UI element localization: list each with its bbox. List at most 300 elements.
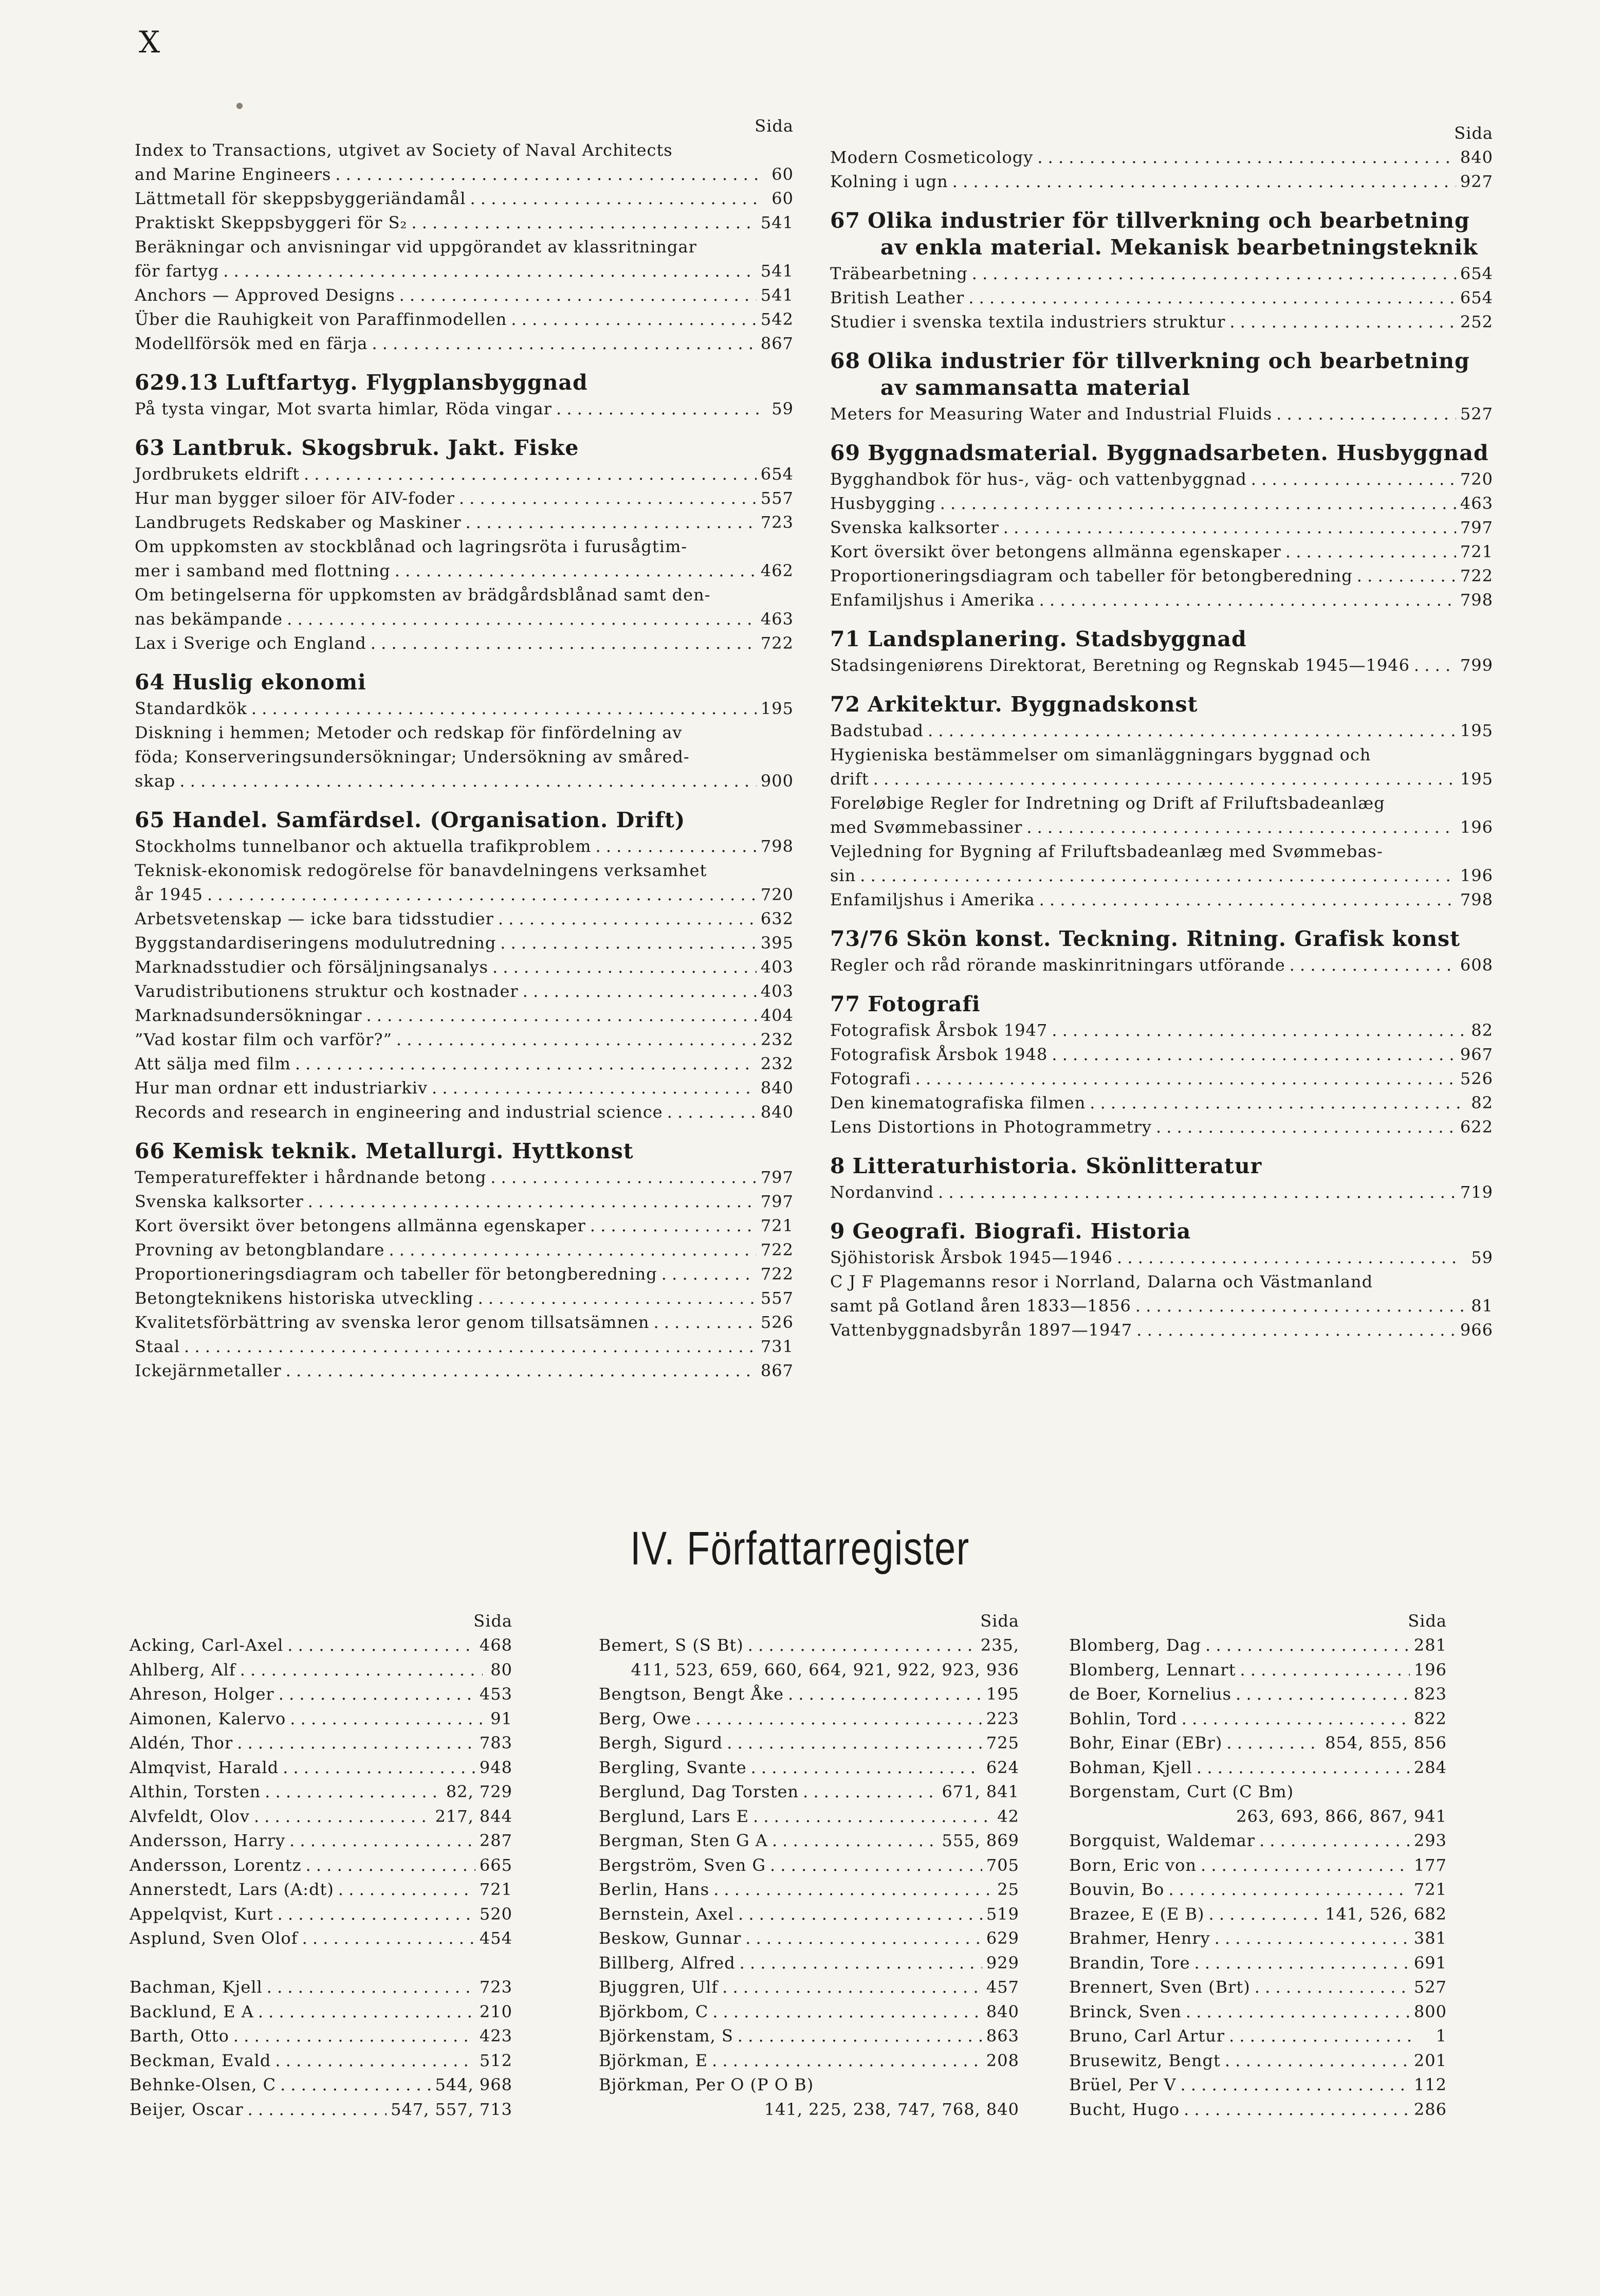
entry-page: 196: [1413, 1660, 1447, 1680]
entry-title: mer i samband med flottning: [135, 561, 391, 580]
leader-dots: [727, 1731, 982, 1756]
entry: [1069, 2073, 1447, 2098]
section-title: Lantbruk. Skogsbruk. Jakt. Fiske: [172, 435, 579, 460]
entry-title: Bergström, Sven G: [599, 1855, 766, 1875]
entry-page: 840: [986, 2001, 1019, 2021]
leader-dots: [595, 834, 756, 859]
section-title: Fotografi: [868, 992, 981, 1016]
entry-title: Badstubad: [830, 721, 924, 740]
leader-dots: [492, 955, 757, 979]
entry-page: 195: [760, 699, 794, 718]
leader-dots: [968, 286, 1456, 310]
entry-title: Bruno, Carl Artur: [1069, 2026, 1225, 2046]
leader-dots: [280, 2073, 431, 2098]
leader-dots: [1168, 1878, 1409, 1902]
entry: [1069, 1878, 1447, 1902]
entry-page: 721: [760, 1216, 794, 1235]
entry-title: Appelqvist, Kurt: [130, 1904, 273, 1924]
leader-dots: [1194, 1951, 1410, 1976]
entry-page: 555, 869: [942, 1831, 1019, 1850]
leader-dots: [972, 262, 1456, 286]
section-number: 66: [135, 1139, 165, 1163]
entry-page: 112: [1413, 2075, 1447, 2094]
entry: [830, 767, 1493, 791]
section-number: 68: [830, 349, 861, 373]
entry: [130, 1926, 512, 1951]
sida-label: Sida: [1454, 123, 1493, 143]
entry-page: 731: [760, 1337, 794, 1356]
entry-text: Om betingelserna för uppkomsten av brädgårdsblånad samt den-: [135, 585, 711, 605]
entry-page: 81: [1471, 1296, 1493, 1316]
entry: [135, 1238, 794, 1262]
register-column-3: [1069, 1609, 1447, 2122]
entry-title: Berglund, Lars E: [599, 1806, 749, 1826]
leader-dots: [1037, 145, 1456, 170]
entry-page: 608: [1460, 955, 1493, 975]
leader-dots: [466, 511, 757, 535]
entry-page: 520: [479, 1904, 512, 1924]
entry-title: samt på Gotland åren 1833—1856: [830, 1296, 1131, 1316]
entry-title: Brusewitz, Bengt: [1069, 2050, 1221, 2070]
entry: [830, 310, 1493, 334]
leader-dots: [751, 1756, 982, 1780]
entry-title: Records and research in engineering and industrial science: [135, 1102, 663, 1122]
entry: [599, 1707, 1019, 1732]
leader-dots: [712, 2049, 982, 2073]
register-column-2: [599, 1609, 1019, 2122]
leader-dots: [1052, 1018, 1463, 1043]
entry: [130, 1633, 512, 1658]
entry-title: Über die Rauhigkeit von Paraffinmodellen: [135, 309, 507, 329]
section-number: 65: [135, 808, 165, 832]
section-heading: [135, 669, 794, 696]
entry-title: Bjuggren, Ulf: [599, 1977, 719, 1997]
entry: [130, 1731, 512, 1756]
leader-dots: [952, 170, 1456, 194]
entry-page: 42: [997, 1806, 1019, 1826]
leader-dots: [1209, 1902, 1321, 1927]
entry: [599, 1926, 1019, 1951]
entry-title: drift: [830, 769, 869, 789]
entry: [599, 1902, 1019, 1927]
leader-dots: [1236, 1682, 1410, 1707]
entry-page: 423: [479, 2026, 512, 2046]
entry-text: Index to Transactions, utgivet av Society of Naval Architects: [135, 140, 673, 160]
entry: [830, 588, 1493, 612]
entry-page: 232: [760, 1054, 794, 1073]
entry-title: Bohman, Kjell: [1069, 1757, 1192, 1777]
entry: [599, 1975, 1019, 2000]
leader-dots: [389, 1238, 756, 1262]
leader-dots: [722, 1975, 982, 2000]
entry-text: Borgenstam, Curt (C Bm): [1069, 1782, 1294, 1801]
entry: [830, 719, 1493, 743]
entry-title: Arbetsvetenskap — icke bara tidsstudier: [135, 909, 494, 928]
entry-title: Husbygging: [830, 494, 936, 513]
entry-title: Meters for Measuring Water and Industrial Fluids: [830, 404, 1273, 424]
entry-title: Temperatureffekter i hårdnande betong: [135, 1168, 487, 1187]
leader-dots: [713, 1878, 989, 1902]
entry-text: Om uppkomsten av stockblånad och lagringsröta i furusågtim-: [135, 537, 688, 556]
entry-page: 541: [760, 261, 794, 281]
entry-title: Behnke-Olsen, C: [130, 2075, 277, 2094]
entry-title: skap: [135, 771, 176, 791]
leader-dots: [459, 486, 757, 511]
entry-title: Bergh, Sigurd: [599, 1733, 723, 1753]
entry: [135, 162, 794, 187]
entry-page: 720: [760, 885, 794, 904]
entry-title: Bergling, Svante: [599, 1757, 747, 1777]
entry-title: Blomberg, Dag: [1069, 1635, 1202, 1655]
sida-label: Sida: [755, 116, 794, 136]
leader-dots: [915, 1067, 1456, 1091]
entry: [130, 2098, 512, 2122]
section-title: Kemisk teknik. Metallurgi. Hyttkonst: [172, 1139, 634, 1163]
entry-title: Brinck, Sven: [1069, 2001, 1182, 2021]
section-heading: [830, 925, 1493, 952]
leader-dots: [1039, 588, 1456, 612]
entry: [135, 1190, 794, 1214]
entry-title: Aldén, Thor: [130, 1733, 233, 1753]
leader-dots: [695, 1707, 982, 1732]
leader-dots: [1251, 467, 1456, 491]
leader-dots: [740, 1951, 982, 1976]
entry: [1069, 1902, 1447, 1927]
entry-text: Foreløbige Regler for Indretning og Drift af Friluftsbadeanlæg: [830, 793, 1385, 813]
leader-dots: [223, 259, 757, 283]
entry-title: Beskow, Gunnar: [599, 1928, 742, 1948]
entry-page: 252: [1460, 312, 1493, 332]
entry-page: 196: [1460, 817, 1493, 837]
entry: [135, 1165, 794, 1190]
leader-dots: [478, 1286, 757, 1310]
leader-dots: [1184, 2098, 1410, 2122]
entry-title: British Leather: [830, 288, 965, 307]
entry: [135, 697, 794, 721]
leader-dots: [470, 187, 764, 211]
entry-page: 1: [1436, 2026, 1447, 2046]
entry: [830, 1294, 1493, 1318]
section-title: Olika industrier för tillverkning och bearbetning: [868, 208, 1470, 233]
entry-title: Berglund, Dag Torsten: [599, 1782, 799, 1801]
entry-page: 232: [760, 1030, 794, 1049]
entry-page: 800: [1413, 2001, 1447, 2021]
entry-title: Jordbrukets eldrift: [135, 464, 300, 484]
entry: [130, 1805, 512, 1829]
entry: [135, 332, 794, 356]
entry-title: Kvalitetsförbättring av svenska leror genom tillsatsämnen: [135, 1313, 650, 1332]
entry-page: 721: [1460, 542, 1493, 561]
entry: [830, 402, 1493, 426]
entry: [830, 1067, 1493, 1091]
leader-dots: [1285, 540, 1456, 564]
entry-page: 512: [479, 2050, 512, 2070]
entry-page: 671, 841: [942, 1782, 1019, 1801]
leader-dots: [938, 1180, 1456, 1205]
leader-dots: [1229, 2024, 1417, 2049]
entry-title: Byggstandardiseringens modulutredning: [135, 933, 496, 953]
section-number: 72: [830, 692, 861, 717]
entry-page: 722: [1460, 566, 1493, 586]
entry: [130, 1975, 512, 2000]
entry-page: 210: [479, 2001, 512, 2021]
leader-dots: [184, 1335, 757, 1359]
entry-title: Kolning i ugn: [830, 172, 948, 191]
entry-page: 654: [760, 464, 794, 484]
sida-label: Sida: [980, 1611, 1019, 1631]
leader-dots: [1182, 1707, 1410, 1732]
leader-dots: [748, 1633, 977, 1658]
entry-title: Kort översikt över betongens allmänna egenskaper: [135, 1216, 586, 1235]
entry: [135, 955, 794, 979]
entry: [135, 1076, 794, 1100]
entry-title: Marknadsstudier och försäljningsanalys: [135, 957, 489, 977]
entry-page: 721: [1413, 1880, 1447, 1899]
entry-page: 59: [771, 399, 794, 418]
entry-page: 797: [1460, 518, 1493, 537]
entry-page: 723: [760, 513, 794, 532]
section-number: 64: [135, 670, 165, 695]
entry-page: 527: [1460, 404, 1493, 424]
leader-dots: [275, 2049, 475, 2073]
entry: [130, 1829, 512, 1853]
leader-dots: [1003, 516, 1456, 540]
leader-dots: [1090, 1091, 1463, 1115]
entry: [830, 286, 1493, 310]
entry: [599, 1633, 1019, 1658]
entry: [135, 907, 794, 931]
entry-page: 381: [1413, 1928, 1447, 1948]
leader-dots: [803, 1780, 937, 1805]
leader-dots: [237, 1731, 475, 1756]
entry-title: Bohr, Einar (EBr): [1069, 1733, 1223, 1753]
entry-title: Fotografisk Årsbok 1947: [830, 1021, 1048, 1040]
entry-title: Sjöhistorisk Årsbok 1945—1946: [830, 1248, 1113, 1267]
entry-page: 195: [986, 1684, 1019, 1704]
entry-title: Regler och råd rörande maskinritningars utförande: [830, 955, 1285, 975]
entry: [1069, 1829, 1447, 1853]
entry-page: 557: [760, 1288, 794, 1308]
entry: [830, 540, 1493, 564]
entry-title: Borgquist, Waldemar: [1069, 1831, 1256, 1850]
entry-page: 404: [760, 1006, 794, 1025]
entry: [135, 883, 794, 907]
entry-page: 82, 729: [446, 1782, 512, 1801]
leader-dots: [1205, 1633, 1410, 1658]
entry-title: Lax i Sverige och England: [135, 633, 366, 653]
entry-page: 557: [760, 488, 794, 508]
entry-page: 453: [479, 1684, 512, 1704]
leader-dots: [290, 1707, 483, 1732]
section-title: Skön konst. Teckning. Ritning. Grafisk konst: [906, 926, 1461, 951]
entry-title: Ahlberg, Alf: [130, 1660, 236, 1680]
entry-title: år 1945: [135, 885, 203, 904]
entry-page: 840: [760, 1078, 794, 1098]
entry-page: 293: [1413, 1831, 1447, 1850]
leader-dots: [278, 1902, 475, 1927]
entry: [130, 1658, 512, 1683]
entry: [130, 1682, 512, 1707]
entry-page: 797: [760, 1168, 794, 1187]
section-heading: [830, 440, 1493, 466]
leader-dots: [308, 1190, 757, 1214]
entry-title: Kort översikt över betongens allmänna egenskaper: [830, 542, 1281, 561]
leader-dots: [207, 883, 757, 907]
entry-page: 900: [760, 771, 794, 791]
entry: [135, 1004, 794, 1028]
entry-text: Diskning i hemmen; Metoder och redskap för finfördelning av: [135, 723, 683, 742]
section-title-line2: av sammansatta material: [880, 375, 1191, 400]
entry-page: 403: [760, 981, 794, 1001]
section-title: Huslig ekonomi: [172, 670, 366, 695]
entry-title: ”Vad kostar film och varför?”: [135, 1030, 392, 1049]
section-heading: [830, 691, 1493, 718]
entry-page: 177: [1413, 1855, 1447, 1875]
entry-title: Berg, Owe: [599, 1708, 692, 1728]
entry: [130, 2073, 512, 2098]
entry-title: Marknadsundersökningar: [135, 1006, 362, 1025]
leader-dots: [1186, 2000, 1410, 2025]
entry-text: Hygieniska bestämmelser om simanläggningars byggnad och: [830, 745, 1371, 764]
entry-page: 60: [771, 189, 794, 208]
entry: [135, 511, 794, 535]
sida-label: Sida: [473, 1611, 512, 1631]
leader-dots: [745, 1926, 982, 1951]
leader-dots: [1414, 653, 1456, 678]
leader-dots: [498, 907, 757, 931]
entry-title: Bergman, Sten G A: [599, 1831, 768, 1850]
entry-page: 403: [760, 957, 794, 977]
entry-title: Studier i svenska textila industriers struktur: [830, 312, 1226, 332]
entry-title: Bemert, S (S Bt): [599, 1635, 744, 1655]
entry-page: 395: [760, 933, 794, 953]
entry: [830, 1043, 1493, 1067]
entry-title: Betongteknikens historiska utveckling: [135, 1288, 474, 1308]
entry: [599, 2024, 1019, 2049]
entry: [830, 145, 1493, 170]
entry-title: Barth, Otto: [130, 2026, 229, 2046]
page-refs: 411, 523, 659, 660, 664, 921, 922, 923, 936: [631, 1660, 1019, 1680]
entry-page: 798: [760, 836, 794, 856]
section-title: Byggnadsmaterial. Byggnadsarbeten. Husbyggnad: [868, 441, 1489, 465]
leader-dots: [661, 1262, 757, 1286]
entry: [130, 2000, 512, 2025]
entry-page: 541: [760, 285, 794, 305]
leader-dots: [366, 1004, 756, 1028]
leader-dots: [1117, 1246, 1463, 1270]
leader-dots: [396, 1028, 757, 1052]
entry-title: Svenska kalksorter: [135, 1192, 304, 1211]
entry-title: Backlund, E A: [130, 2001, 254, 2021]
section-title: Arkitektur. Byggnadskonst: [868, 692, 1198, 717]
entry: [599, 1780, 1019, 1805]
section-number: 9: [830, 1219, 845, 1244]
entry-page: 547, 557, 713: [391, 2099, 512, 2119]
leader-dots: [556, 397, 764, 421]
entry-page: 91: [490, 1708, 512, 1728]
entry-title: Beijer, Oscar: [130, 2099, 244, 2119]
entry-title: Proportioneringsdiagram och tabeller för betongberedning: [830, 566, 1353, 586]
section-heading: [135, 807, 794, 833]
right-column: [830, 121, 1493, 1342]
entry-page: 854, 855, 856: [1325, 1733, 1447, 1753]
entry-title: Fotografi: [830, 1069, 911, 1088]
entry-page: 463: [760, 609, 794, 629]
entry-page: 59: [1471, 1248, 1493, 1267]
leader-dots: [306, 1853, 475, 1878]
entry-title: Brüel, Per V: [1069, 2075, 1176, 2094]
entry-page: 722: [760, 633, 794, 653]
entry-page: 719: [1460, 1182, 1493, 1202]
entry: [130, 2024, 512, 2049]
entry-page: 196: [1460, 866, 1493, 885]
entry-text: föda; Konserveringsundersökningar; Undersökning av småred-: [135, 747, 690, 767]
entry: [135, 1335, 794, 1359]
entry-page: 286: [1413, 2099, 1447, 2119]
leader-dots: [1052, 1043, 1456, 1067]
leader-dots: [335, 162, 764, 187]
section-heading: [830, 991, 1493, 1017]
entry-title: and Marine Engineers: [135, 165, 332, 184]
leader-dots: [928, 719, 1456, 743]
leader-dots: [295, 1052, 757, 1076]
entry: [830, 888, 1493, 912]
entry: [135, 1214, 794, 1238]
leader-dots: [770, 1853, 982, 1878]
entry-title: Beckman, Evald: [130, 2050, 271, 2070]
entry-page: 967: [1460, 1045, 1493, 1064]
entry-page: 654: [1460, 288, 1493, 307]
entry-page: 542: [760, 309, 794, 329]
entry: [135, 979, 794, 1004]
entry-page: 863: [986, 2026, 1019, 2046]
entry: [135, 283, 794, 307]
section-heading: [135, 434, 794, 461]
entry-title: Björkbom, C: [599, 2001, 709, 2021]
leader-dots: [1226, 1731, 1321, 1756]
section-number: 63: [135, 435, 165, 460]
entry-page: 284: [1413, 1757, 1447, 1777]
entry: [599, 1878, 1019, 1902]
entry-page: 457: [986, 1977, 1019, 1997]
entry: [599, 1829, 1019, 1853]
entry-page: 141, 526, 682: [1325, 1904, 1447, 1924]
entry-title: Enfamiljshus i Amerika: [830, 890, 1035, 909]
entry: [1069, 1682, 1447, 1707]
entry: [135, 1100, 794, 1124]
entry-title: Träbearbetning: [830, 264, 968, 283]
entry-title: Proportioneringsdiagram och tabeller för betongberedning: [135, 1264, 657, 1284]
entry: [135, 1262, 794, 1286]
entry-title: Svenska kalksorter: [830, 518, 999, 537]
leader-dots: [395, 559, 757, 583]
leader-dots: [1259, 1829, 1410, 1853]
entry: [130, 2049, 512, 2073]
entry: [1069, 1975, 1447, 2000]
entry-title: Lens Distortions in Photogrammetry: [830, 1117, 1152, 1137]
entry-page: 823: [1413, 1684, 1447, 1704]
leader-dots: [1255, 1975, 1410, 2000]
leader-dots: [873, 767, 1456, 791]
entry-title: På tysta vingar, Mot svarta himlar, Röda vingar: [135, 399, 552, 418]
leader-dots: [304, 462, 757, 486]
section-title: Litteraturhistoria. Skönlitteratur: [852, 1154, 1262, 1178]
entry-page: 721: [479, 1880, 512, 1899]
leader-dots: [860, 864, 1456, 888]
leader-dots: [940, 491, 1456, 516]
entry-title: Nordanvind: [830, 1182, 934, 1202]
entry-title: Berlin, Hans: [599, 1880, 710, 1899]
